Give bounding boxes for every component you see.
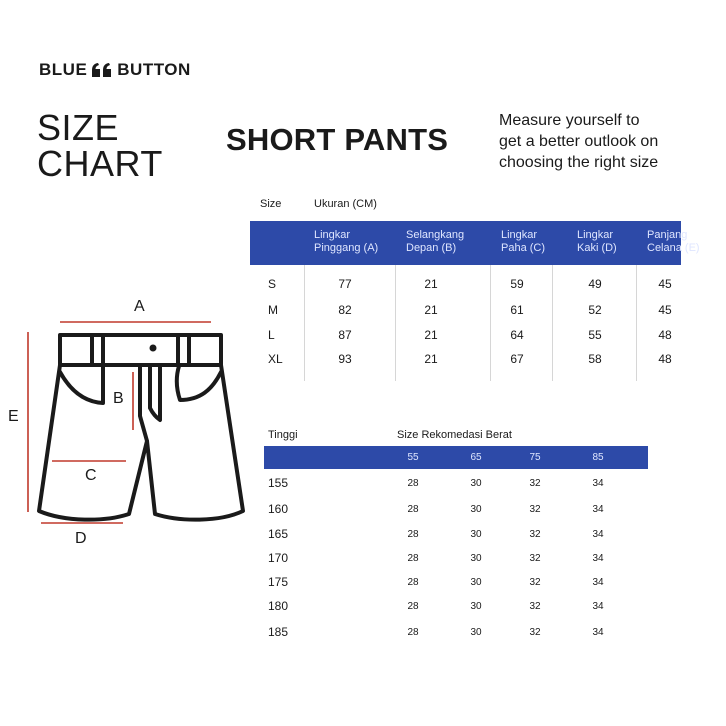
size-cell: 87	[338, 328, 352, 342]
tagline	[499, 110, 699, 173]
size-cell: 48	[658, 328, 672, 342]
weight-cell: 28	[407, 577, 419, 588]
weight-cell: 34	[592, 504, 604, 515]
weight-cell: 30	[470, 504, 482, 515]
weight-col-header: 75	[529, 452, 541, 463]
size-cell: 55	[588, 328, 602, 342]
label-c: C	[85, 467, 97, 484]
weight-cell: 34	[592, 478, 604, 489]
brand-name-left: BLUE	[39, 60, 88, 79]
size-cell: 61	[510, 303, 524, 317]
weight-cell: 34	[592, 601, 604, 612]
size-row-label: L	[268, 328, 275, 342]
weight-cell: 28	[407, 553, 419, 564]
height-row-label: 160	[268, 502, 289, 516]
brand-logo	[39, 60, 191, 80]
weight-cell: 32	[529, 601, 541, 612]
weight-cell: 30	[470, 601, 482, 612]
weight-cell: 30	[470, 553, 482, 564]
weight-cell: 28	[407, 478, 419, 489]
weight-cell: 30	[470, 627, 482, 638]
unit-caption: Ukuran (CM)	[314, 198, 377, 210]
size-cell: 21	[424, 328, 438, 342]
size-row-label: XL	[268, 352, 283, 366]
height-row-label: 180	[268, 599, 289, 613]
shorts-measurement-diagram	[0, 290, 250, 560]
tagline-line: Measure yourself to	[499, 112, 640, 129]
weight-cell: 32	[529, 627, 541, 638]
column-divider	[395, 265, 396, 381]
column-divider	[552, 265, 553, 381]
size-cell: 21	[424, 303, 438, 317]
size-column-caption: Size	[260, 198, 282, 210]
size-col-header: Lingkar Kaki (D)	[577, 229, 617, 254]
tagline-line: choosing the right size	[499, 154, 659, 171]
tagline-line: get a better outlook on	[499, 133, 659, 150]
height-row-label: 175	[268, 575, 289, 589]
weight-cell: 30	[470, 529, 482, 540]
size-cell: 52	[588, 303, 602, 317]
heading-line-1: SIZE	[37, 107, 120, 148]
weight-cell: 28	[407, 601, 419, 612]
size-col-header: Panjang Celana (E)	[647, 229, 700, 254]
size-cell: 48	[658, 352, 672, 366]
weight-cell: 28	[407, 627, 419, 638]
weight-cell: 32	[529, 478, 541, 489]
size-col-header: Lingkar Pinggang (A)	[314, 229, 379, 254]
weight-cell: 32	[529, 577, 541, 588]
weight-cell: 32	[529, 553, 541, 564]
size-cell: 59	[510, 277, 524, 291]
weight-caption: Size Rekomedasi Berat	[397, 429, 512, 441]
column-divider	[304, 265, 305, 381]
label-a: A	[134, 298, 145, 315]
size-cell: 77	[338, 277, 352, 291]
size-row-label: M	[268, 303, 278, 317]
button-quote-icon	[91, 62, 113, 78]
weight-cell: 28	[407, 504, 419, 515]
weight-table-header	[264, 446, 648, 469]
weight-cell: 28	[407, 529, 419, 540]
weight-cell: 34	[592, 577, 604, 588]
size-col-header: Selangkang Depan (B)	[406, 229, 465, 254]
weight-cell: 32	[529, 529, 541, 540]
weight-cell: 30	[470, 577, 482, 588]
weight-cell: 32	[529, 504, 541, 515]
size-cell: 64	[510, 328, 524, 342]
weight-col-header: 65	[470, 452, 482, 463]
size-cell: 67	[510, 352, 524, 366]
size-cell: 45	[658, 303, 672, 317]
size-cell: 82	[338, 303, 352, 317]
weight-cell: 34	[592, 627, 604, 638]
size-cell: 58	[588, 352, 602, 366]
height-row-label: 165	[268, 527, 289, 541]
size-cell: 45	[658, 277, 672, 291]
weight-cell: 30	[470, 478, 482, 489]
column-divider	[490, 265, 491, 381]
size-row-label: S	[268, 277, 277, 291]
button-dot	[150, 345, 157, 352]
height-row-label: 170	[268, 551, 289, 565]
height-caption: Tinggi	[268, 429, 298, 441]
product-title: SHORT PANTS	[226, 122, 449, 157]
label-e: E	[8, 408, 19, 425]
size-cell: 21	[424, 277, 438, 291]
size-cell: 21	[424, 352, 438, 366]
height-row-label: 185	[268, 625, 289, 639]
page-heading	[37, 107, 163, 184]
weight-cell: 34	[592, 529, 604, 540]
weight-cell: 34	[592, 553, 604, 564]
heading-line-2: CHART	[37, 143, 163, 184]
label-d: D	[75, 530, 87, 547]
label-b: B	[113, 390, 124, 407]
height-row-label: 155	[268, 476, 289, 490]
shorts-icon	[0, 290, 250, 560]
size-cell: 93	[338, 352, 352, 366]
brand-name-right: BUTTON	[117, 60, 191, 79]
weight-col-header: 55	[407, 452, 419, 463]
size-col-header: Lingkar Paha (C)	[501, 229, 546, 254]
column-divider	[636, 265, 637, 381]
weight-col-header: 85	[592, 452, 604, 463]
size-cell: 49	[588, 277, 602, 291]
